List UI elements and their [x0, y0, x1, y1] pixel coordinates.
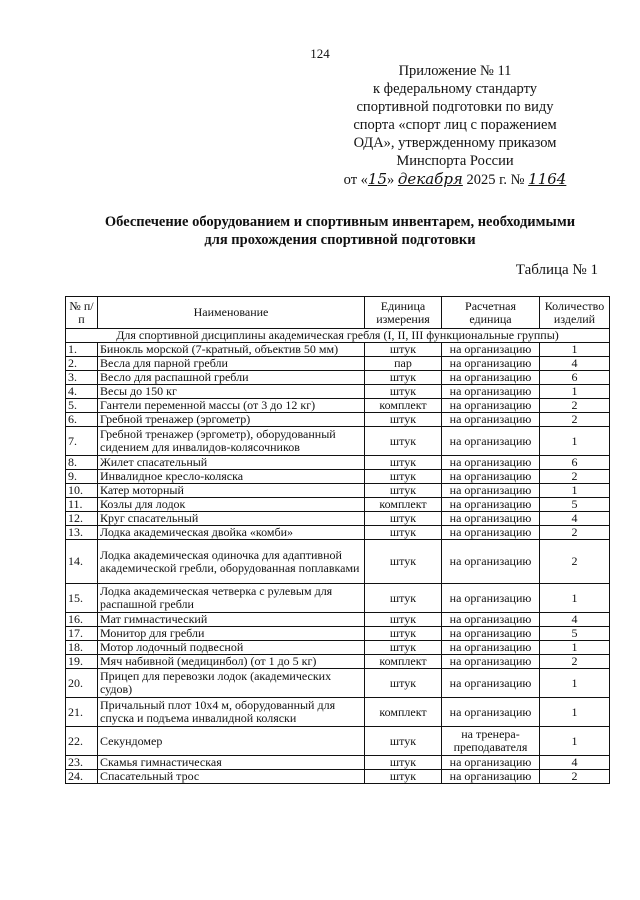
cell-calc: на организацию	[442, 413, 540, 427]
cell-qty: 6	[540, 371, 610, 385]
cell-num: 2.	[66, 357, 98, 371]
order-mid: »	[387, 172, 395, 188]
cell-qty: 1	[540, 343, 610, 357]
cell-qty: 2	[540, 770, 610, 784]
table-row	[66, 399, 610, 413]
appendix-block	[325, 62, 585, 189]
cell-calc: на организацию	[442, 641, 540, 655]
cell-unit: штук	[365, 756, 442, 770]
cell-qty: 4	[540, 756, 610, 770]
appendix-line-5: ОДА», утвержденному приказом	[353, 135, 557, 151]
header-qty: Количество изделий	[540, 297, 610, 329]
table-row	[66, 698, 610, 727]
table-row	[66, 484, 610, 498]
cell-qty: 2	[540, 399, 610, 413]
cell-qty: 1	[540, 669, 610, 698]
cell-unit: штук	[365, 584, 442, 613]
cell-qty: 1	[540, 641, 610, 655]
table-row	[66, 540, 610, 584]
cell-qty: 1	[540, 727, 610, 756]
group-label: Для спортивной дисциплины академическая гребля (I, II, III функциональные группы)	[66, 329, 610, 343]
appendix-line-2: к федеральному стандарту	[373, 81, 537, 97]
cell-unit: комплект	[365, 655, 442, 669]
cell-num: 17.	[66, 627, 98, 641]
appendix-line-4: спорта «спорт лиц с поражением	[353, 117, 557, 133]
cell-calc: на организацию	[442, 526, 540, 540]
cell-qty: 1	[540, 584, 610, 613]
cell-name: Прицеп для перевозки лодок (академических судов)	[98, 669, 365, 698]
cell-unit: комплект	[365, 698, 442, 727]
cell-calc: на организацию	[442, 613, 540, 627]
cell-unit: штук	[365, 484, 442, 498]
table-row	[66, 343, 610, 357]
order-number: 1164	[528, 170, 567, 188]
cell-qty: 1	[540, 427, 610, 456]
cell-num: 24.	[66, 770, 98, 784]
cell-name: Гребной тренажер (эргометр)	[98, 413, 365, 427]
table-row	[66, 727, 610, 756]
cell-name: Спасательный трос	[98, 770, 365, 784]
cell-unit: штук	[365, 727, 442, 756]
cell-name: Лодка академическая четверка с рулевым для распашной гребли	[98, 584, 365, 613]
cell-unit: штук	[365, 512, 442, 526]
cell-unit: пар	[365, 357, 442, 371]
cell-unit: штук	[365, 641, 442, 655]
cell-name: Гантели переменной массы (от 3 до 12 кг)	[98, 399, 365, 413]
cell-qty: 1	[540, 484, 610, 498]
cell-qty: 2	[540, 655, 610, 669]
cell-name: Весла для парной гребли	[98, 357, 365, 371]
table-row	[66, 456, 610, 470]
cell-qty: 5	[540, 627, 610, 641]
appendix-line-3: спортивной подготовки по виду	[356, 99, 554, 115]
cell-calc: на организацию	[442, 669, 540, 698]
table-row	[66, 427, 610, 456]
cell-calc: на организацию	[442, 584, 540, 613]
cell-num: 13.	[66, 526, 98, 540]
cell-num: 9.	[66, 470, 98, 484]
equipment-table	[65, 296, 610, 784]
header-num: № п/п	[66, 297, 98, 329]
cell-calc: на организацию	[442, 484, 540, 498]
cell-num: 10.	[66, 484, 98, 498]
title-line-1: Обеспечение оборудованием и спортивным инвентарем, необходимыми	[104, 214, 576, 230]
cell-unit: штук	[365, 470, 442, 484]
cell-calc: на организацию	[442, 456, 540, 470]
cell-name: Жилет спасательный	[98, 456, 365, 470]
cell-num: 21.	[66, 698, 98, 727]
table-row	[66, 669, 610, 698]
table-row	[66, 526, 610, 540]
cell-unit: штук	[365, 385, 442, 399]
cell-name: Инвалидное кресло-коляска	[98, 470, 365, 484]
table-row	[66, 385, 610, 399]
table-row	[66, 770, 610, 784]
table-body	[66, 329, 610, 784]
order-prefix: от «	[343, 172, 368, 188]
cell-name: Мотор лодочный подвесной	[98, 641, 365, 655]
cell-name: Козлы для лодок	[98, 498, 365, 512]
cell-num: 19.	[66, 655, 98, 669]
cell-calc: на организацию	[442, 698, 540, 727]
group-row	[66, 329, 610, 343]
cell-name: Скамья гимнастическая	[98, 756, 365, 770]
cell-name: Мяч набивной (медицинбол) (от 1 до 5 кг)	[98, 655, 365, 669]
order-year: 2025 г. №	[466, 172, 525, 188]
cell-qty: 1	[540, 698, 610, 727]
cell-unit: штук	[365, 526, 442, 540]
cell-name: Секундомер	[98, 727, 365, 756]
cell-unit: штук	[365, 413, 442, 427]
cell-unit: комплект	[365, 399, 442, 413]
cell-name: Лодка академическая одиночка для адаптивной академической гребли, оборудованная поплавками	[98, 540, 365, 584]
table-row	[66, 613, 610, 627]
header-unit: Единица измерения	[365, 297, 442, 329]
cell-num: 18.	[66, 641, 98, 655]
page-number: 124	[310, 46, 330, 61]
cell-name: Лодка академическая двойка «комби»	[98, 526, 365, 540]
cell-num: 8.	[66, 456, 98, 470]
cell-qty: 4	[540, 357, 610, 371]
cell-qty: 2	[540, 526, 610, 540]
cell-qty: 5	[540, 498, 610, 512]
order-month: декабря	[397, 170, 463, 188]
cell-calc: на организацию	[442, 498, 540, 512]
cell-calc: на организацию	[442, 770, 540, 784]
appendix-line-6: Минспорта России	[396, 153, 514, 169]
appendix-line-1: Приложение № 11	[398, 63, 512, 79]
cell-num: 1.	[66, 343, 98, 357]
table-row	[66, 413, 610, 427]
cell-num: 7.	[66, 427, 98, 456]
cell-num: 3.	[66, 371, 98, 385]
cell-name: Весло для распашной гребли	[98, 371, 365, 385]
cell-calc: на тренера-преподавателя	[442, 727, 540, 756]
cell-unit: штук	[365, 669, 442, 698]
cell-calc: на организацию	[442, 427, 540, 456]
table-row	[66, 498, 610, 512]
cell-unit: штук	[365, 371, 442, 385]
header-calc: Расчетная единица	[442, 297, 540, 329]
cell-num: 22.	[66, 727, 98, 756]
cell-unit: штук	[365, 343, 442, 357]
cell-calc: на организацию	[442, 655, 540, 669]
cell-qty: 2	[540, 470, 610, 484]
cell-calc: на организацию	[442, 756, 540, 770]
cell-calc: на организацию	[442, 371, 540, 385]
cell-unit: штук	[365, 427, 442, 456]
cell-qty: 4	[540, 512, 610, 526]
table-row	[66, 641, 610, 655]
cell-num: 5.	[66, 399, 98, 413]
cell-unit: штук	[365, 540, 442, 584]
cell-name: Мат гимнастический	[98, 613, 365, 627]
table-row	[66, 584, 610, 613]
title-line-2: для прохождения спортивной подготовки	[204, 232, 476, 248]
cell-qty: 1	[540, 385, 610, 399]
cell-num: 6.	[66, 413, 98, 427]
cell-calc: на организацию	[442, 357, 540, 371]
table-row	[66, 627, 610, 641]
cell-qty: 6	[540, 456, 610, 470]
cell-num: 20.	[66, 669, 98, 698]
cell-num: 11.	[66, 498, 98, 512]
table-row	[66, 655, 610, 669]
cell-name: Монитор для гребли	[98, 627, 365, 641]
cell-unit: штук	[365, 613, 442, 627]
cell-calc: на организацию	[442, 343, 540, 357]
cell-name: Катер моторный	[98, 484, 365, 498]
cell-name: Весы до 150 кг	[98, 385, 365, 399]
cell-num: 23.	[66, 756, 98, 770]
cell-num: 14.	[66, 540, 98, 584]
cell-num: 16.	[66, 613, 98, 627]
table-row	[66, 512, 610, 526]
cell-calc: на организацию	[442, 399, 540, 413]
cell-calc: на организацию	[442, 470, 540, 484]
cell-num: 4.	[66, 385, 98, 399]
cell-calc: на организацию	[442, 627, 540, 641]
cell-num: 15.	[66, 584, 98, 613]
table-row	[66, 357, 610, 371]
cell-qty: 2	[540, 540, 610, 584]
document-title	[40, 213, 640, 249]
cell-unit: штук	[365, 456, 442, 470]
cell-unit: штук	[365, 627, 442, 641]
cell-name: Круг спасательный	[98, 512, 365, 526]
cell-qty: 2	[540, 413, 610, 427]
cell-calc: на организацию	[442, 385, 540, 399]
order-line	[325, 170, 585, 189]
order-day: 15	[367, 170, 388, 188]
table-row	[66, 756, 610, 770]
cell-calc: на организацию	[442, 540, 540, 584]
cell-num: 12.	[66, 512, 98, 526]
cell-name: Гребной тренажер (эргометр), оборудованный сидением для инвалидов-колясочников	[98, 427, 365, 456]
table-label: Таблица № 1	[515, 262, 598, 278]
cell-calc: на организацию	[442, 512, 540, 526]
cell-name: Бинокль морской (7-кратный, объектив 50 мм)	[98, 343, 365, 357]
cell-qty: 4	[540, 613, 610, 627]
cell-unit: штук	[365, 770, 442, 784]
cell-name: Причальный плот 10х4 м, оборудованный для спуска и подъема инвалидной коляски	[98, 698, 365, 727]
cell-unit: комплект	[365, 498, 442, 512]
table-header-row	[66, 297, 610, 329]
header-name: Наименование	[98, 297, 365, 329]
table-row	[66, 470, 610, 484]
table-row	[66, 371, 610, 385]
